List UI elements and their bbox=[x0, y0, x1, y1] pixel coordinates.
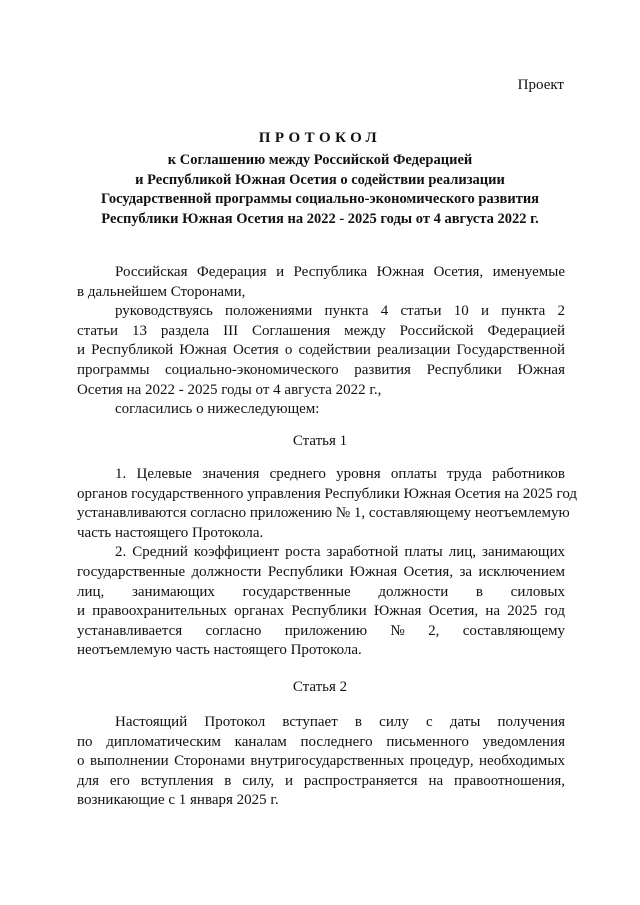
draft-label: Проект bbox=[517, 77, 564, 93]
article-line: органов государственного управления Республики Южная Осетия на 2025 год bbox=[77, 485, 578, 502]
preamble-line: Осетия на 2022 - 2025 годы от 4 августа 2022 г., bbox=[77, 381, 382, 398]
subtitle-line: к Соглашению между Российской Федерацией bbox=[167, 152, 473, 168]
article-line: возникающие с 1 января 2025 г. bbox=[77, 792, 279, 809]
preamble-line: согласились о нижеследующем: bbox=[115, 401, 320, 418]
article-line: 1. Целевые значения среднего уровня оплаты труда работников bbox=[115, 466, 565, 482]
subtitle-line: и Республикой Южная Осетия о содействии реализации bbox=[135, 171, 505, 188]
article-line: неотъемлемую часть настоящего Протокола. bbox=[77, 642, 362, 659]
article-line: государственные должности Республики Южная Осетия, за исключением bbox=[77, 563, 565, 580]
preamble-line bbox=[77, 263, 565, 283]
preamble-line: статьи 13 раздела III Соглашения между Российской Федерацией bbox=[77, 322, 565, 339]
preamble-line: в дальнейшем Сторонами, bbox=[77, 283, 246, 300]
article-line: и правоохранительных органах Республики Южная Осетия, на 2025 год bbox=[77, 603, 565, 620]
article-line: часть настоящего Протокола. bbox=[77, 524, 264, 541]
article-1-heading: Статья 1 bbox=[292, 433, 348, 449]
article-line: устанавливаются согласно приложению № 1, составляющему неотъемлемую bbox=[77, 505, 570, 522]
preamble-line: программы социально-экономического развития Республики Южная bbox=[77, 361, 565, 378]
article-line: о выполнении Сторонами внутригосударственных процедур, необходимых bbox=[77, 753, 565, 770]
article-line: 2. Средний коэффициент роста заработной платы лиц, занимающих bbox=[115, 544, 565, 561]
article-1-body bbox=[77, 465, 578, 661]
article-2-body bbox=[77, 713, 565, 811]
preamble-text: Российская Федерация и Республика Южная Осетия, именуемые bbox=[115, 264, 565, 280]
subtitle-line: Республики Южная Осетия на 2022 - 2025 годы от 4 августа 2022 г. bbox=[101, 210, 539, 227]
article-line: лиц, занимающих государственные должности в силовых bbox=[77, 583, 565, 600]
preamble-line: руководствуясь положениями пункта 4 статьи 10 и пункта 2 bbox=[115, 303, 565, 320]
subtitle-line: Государственной программы социально-экономического развития bbox=[100, 191, 540, 207]
article-line: устанавливается согласно приложению № 2, составляющему bbox=[77, 622, 565, 639]
protocol-title: ПРОТОКОЛ bbox=[258, 130, 382, 146]
article-2-heading: Статья 2 bbox=[292, 679, 348, 695]
preamble bbox=[77, 263, 565, 420]
protocol-subtitle bbox=[60, 151, 580, 229]
article-line: по дипломатическим каналам последнего письменного уведомления bbox=[77, 733, 565, 750]
preamble-line: и Республикой Южная Осетия о содействии реализации Государственной bbox=[77, 342, 565, 359]
article-line: Настоящий Протокол вступает в силу с даты получения bbox=[115, 714, 565, 730]
article-line: для его вступления в силу, и распространяется на правоотношения, bbox=[77, 772, 565, 789]
